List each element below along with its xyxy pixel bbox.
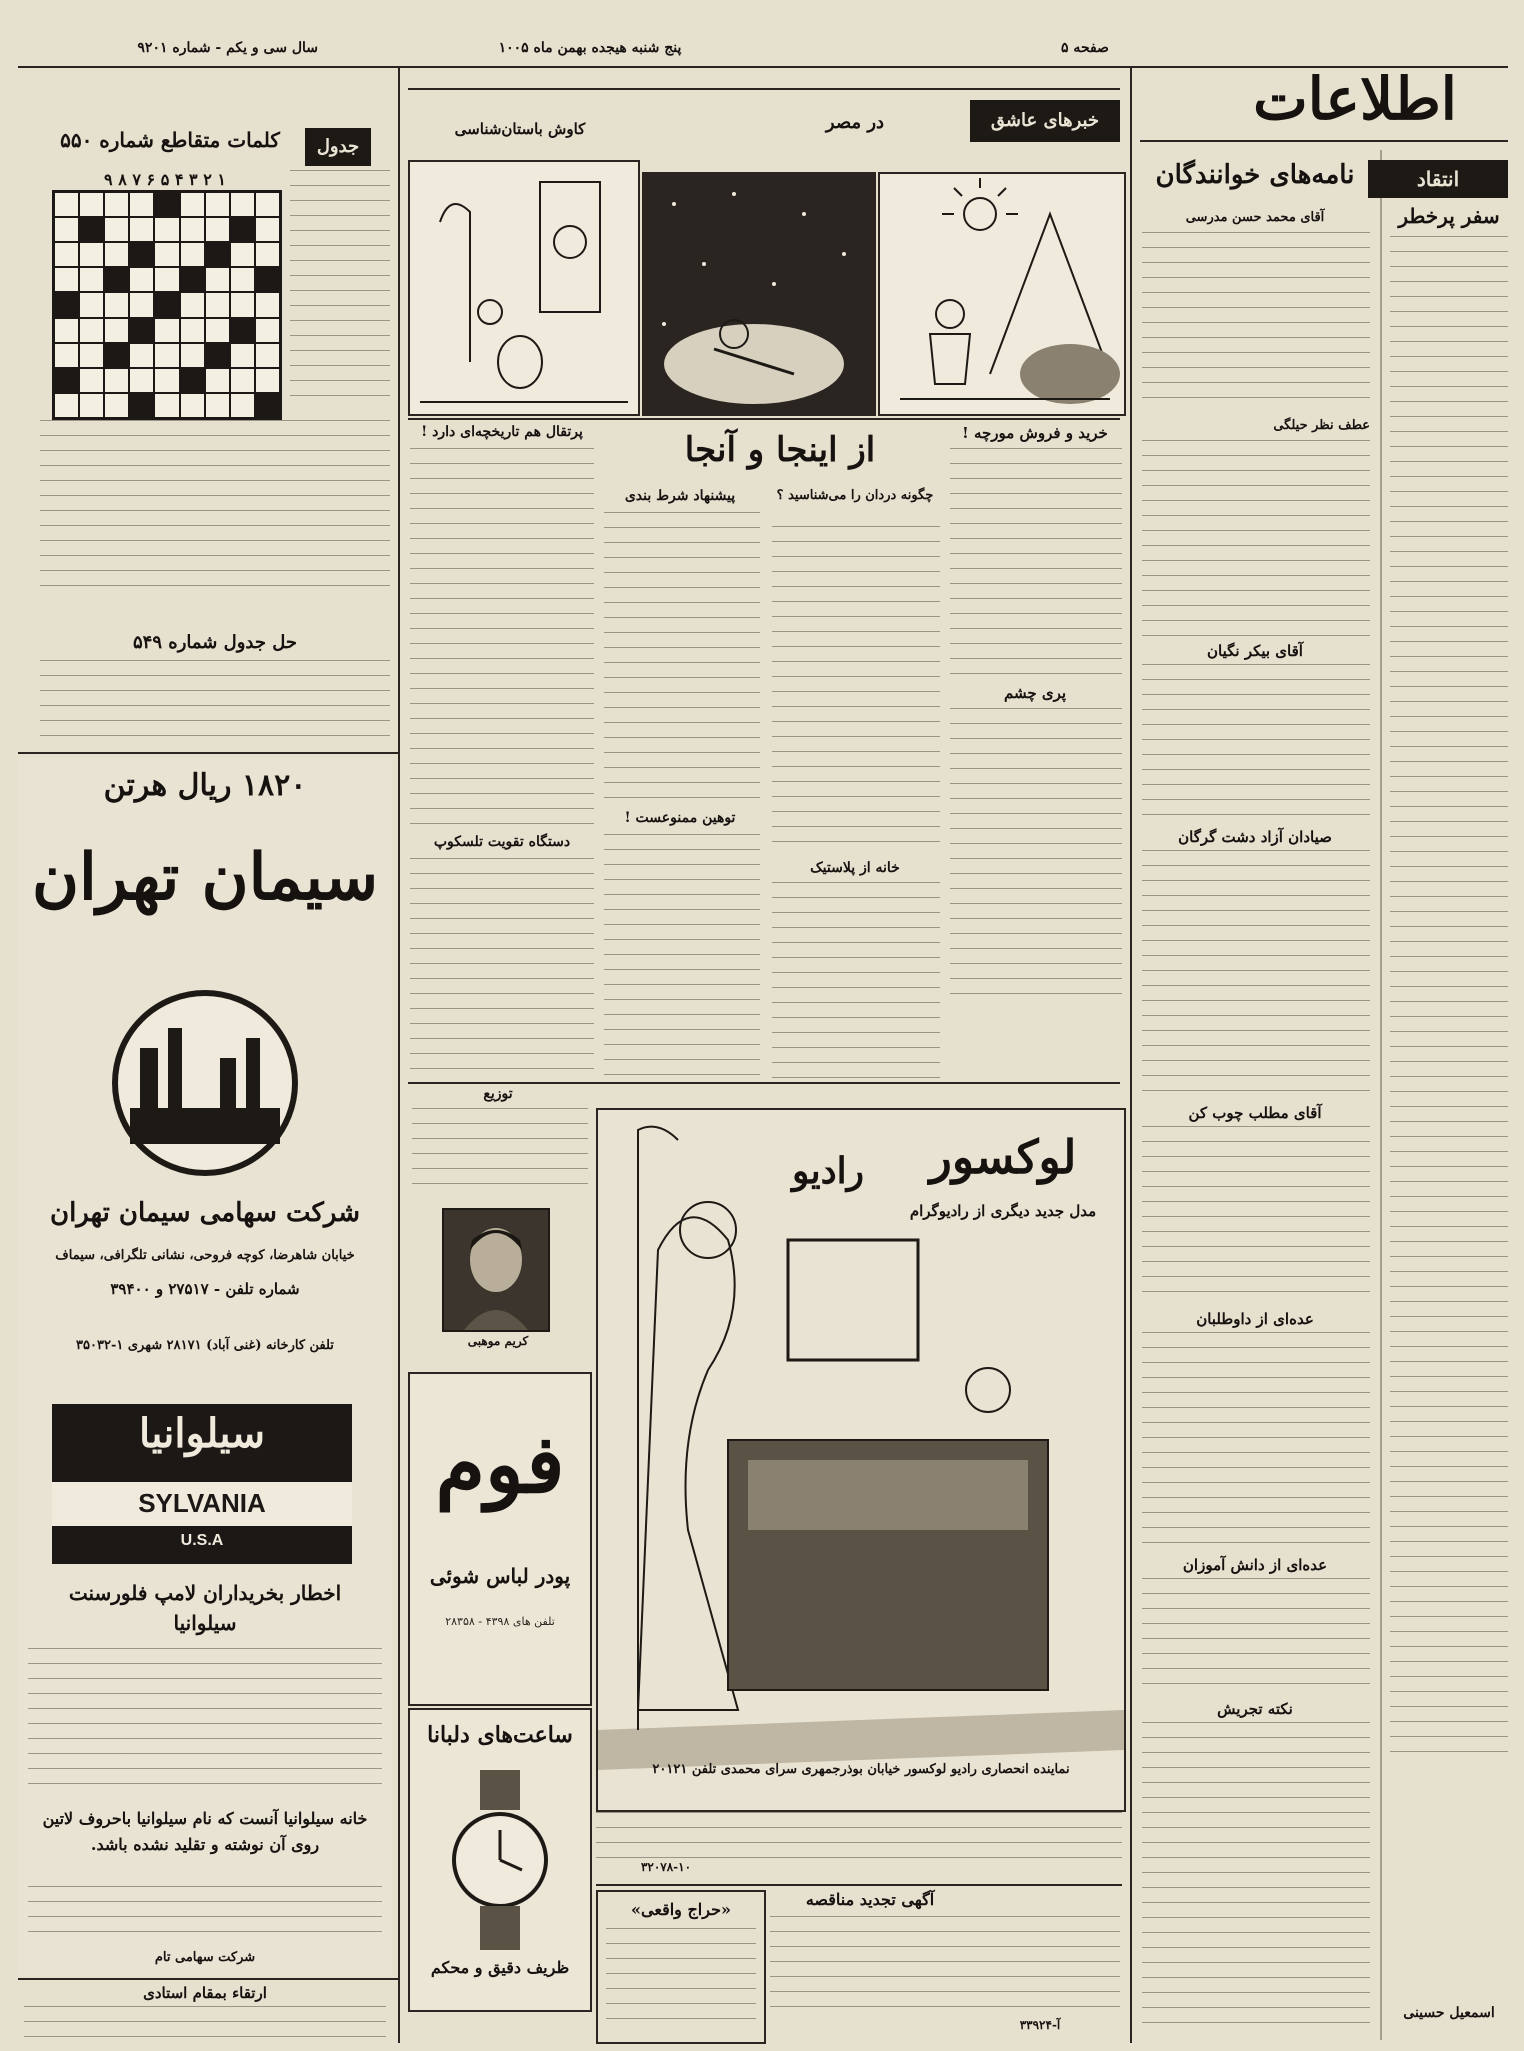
seasonal-headline: پری چشم: [1003, 684, 1067, 702]
crossword-solution-title: حل جدول شماره ۵۴۹: [132, 632, 297, 653]
distribution-text: [412, 1108, 588, 1198]
bet-proposal-text: [604, 512, 760, 802]
issue-number: سال سی و یکم - شماره ۹۲۰۱: [137, 40, 318, 56]
letter-trainee-teachers: عده‌ای از دانش آموزان: [1182, 1556, 1328, 1574]
readers-letters-heading: نامه‌های خوانندگان: [1155, 160, 1355, 190]
portrait-caption: کریم موهبی: [467, 1334, 529, 1348]
cartoon-museum-panel: [408, 160, 640, 416]
orange-history-text: [410, 448, 594, 828]
sylvania-body-text: [28, 1648, 382, 1798]
plastic-house-headline: خانه از پلاستیک: [810, 860, 900, 876]
crossword-numbers: ۹ ۸ ۷ ۶ ۵ ۴ ۳ ۲ ۱: [104, 170, 226, 189]
portrait-photo: [442, 1208, 550, 1332]
letter-mohammad-hasan: آقای محمد حسن مدرسی: [1185, 210, 1325, 225]
letters-text-2: [1142, 440, 1370, 640]
radio-footnote: [596, 1812, 1122, 1858]
sylvania-footer-text: [28, 1886, 382, 1946]
crossword-grid[interactable]: [52, 190, 282, 420]
foam-detergent-ad: [408, 1372, 592, 1706]
bet-proposal-headline: پیشنهاد شرط بندی: [624, 488, 736, 504]
distribution-headline: توزیع: [483, 1086, 513, 1102]
auction-text: [606, 1928, 756, 2028]
in-egypt-heading: در مصر: [825, 112, 885, 133]
crossword-tag: جدول: [305, 128, 371, 166]
telescope-headline: دستگاه تقویت تلسکوپ: [433, 834, 571, 850]
newspaper-title: اطلاعات: [1253, 65, 1457, 133]
foam-phone: تلفن های ۴۳۹۸ - ۲۸۳۵۸: [445, 1615, 555, 1628]
promotion-headline: ارتقاء بمقام استادی: [143, 1984, 267, 2002]
critique-signature: اسمعیل حسینی: [1403, 2005, 1495, 2021]
critique-article-text: [1390, 236, 1508, 1756]
letters-text-8: [1142, 1722, 1370, 2032]
cartoon-desert-panel: [878, 172, 1126, 416]
plastic-house-text: [772, 882, 940, 1082]
promotion-text: [24, 2006, 386, 2046]
radio-notice-code: ۳۲۰۷۸-۱۰: [640, 1860, 692, 1874]
seasonal-article-text: [950, 708, 1122, 1008]
sylvania-ad: [18, 1398, 392, 1976]
sylvania-brand-en: SYLVANIA: [138, 1488, 266, 1518]
letters-text-5: [1142, 1126, 1370, 1306]
letters-text-6: [1142, 1332, 1370, 1552]
crossword-solution-text: [40, 660, 390, 740]
tehran-cement-ad: [18, 758, 392, 1398]
watch-tagline: ظریف دقیق و محکم: [430, 1958, 570, 1977]
page-number: صفحه ۵: [1061, 40, 1109, 56]
sylvania-brand-fa: سیلوانیا: [139, 1410, 265, 1457]
radio-word: رادیو: [791, 1150, 865, 1192]
sylvania-company: شرکت سهامی تام: [154, 1950, 256, 1965]
tender-code: آ-۳۳۹۲۴: [1019, 2018, 1061, 2032]
orange-history-headline: پرتقال هم تاریخچه‌ای دارد !: [421, 424, 583, 440]
letter-good-wood: آقای مطلب چوب کن: [1188, 1104, 1322, 1122]
letter-unemployed: آقای بیکر نگیان: [1207, 642, 1303, 660]
cement-phone: شماره تلفن - ۲۷۵۱۷ و ۳۹۴۰۰: [110, 1280, 300, 1298]
letters-text-4: [1142, 850, 1370, 1100]
auction-box: [596, 1890, 766, 2044]
luxor-radio-ad: [596, 1108, 1126, 1812]
watch-ad: [408, 1708, 592, 2012]
cement-company: شرکت سهامی سیمان تهران: [49, 1198, 361, 1228]
cement-factory-phone: تلفن کارخانه (غنی آباد) ۲۸۱۷۱ شهری ۱-۳۵۰۳۲: [76, 1338, 334, 1353]
letters-text-1: [1142, 232, 1370, 412]
issue-date: پنج شنبه هیجده بهمن ماه ۱۰۰۵: [498, 40, 682, 56]
crossword-clues-across: [290, 170, 390, 410]
sylvania-tagline: خانه سیلوانیا آنست که نام سیلوانیا باحروف لاتین روی آن نوشته و تقلید نشده باشد.: [42, 1809, 368, 1854]
sylvania-usa: U.S.A: [180, 1532, 224, 1549]
cement-logo-text: سیمان تهران: [31, 840, 379, 915]
foam-brand: فوم: [435, 1417, 565, 1511]
toothache-article-text: [772, 526, 940, 856]
critique-tag: انتقاد: [1368, 160, 1508, 198]
insult-forbidden-headline: توهین ممنوعست !: [624, 810, 736, 826]
crossword-title: کلمات متقاطع شماره ۵۵۰: [60, 128, 280, 152]
news-tag: خبرهای عاشق: [970, 100, 1120, 142]
crossword-clues-down: [40, 420, 390, 600]
tender-renewal-headline: آگهی تجدید مناقصه: [805, 1890, 935, 1909]
foam-product: پودر لباس شوئی: [429, 1564, 571, 1588]
ant-article-text: [950, 448, 1122, 678]
archaeology-heading: کاوش باستان‌شناسی: [454, 120, 586, 138]
telescope-text: [410, 858, 594, 1078]
letter-free-hunters: صیادان آزاد دشت گرگان: [1178, 828, 1332, 846]
sylvania-banner: [52, 1404, 352, 1564]
insult-forbidden-text: [604, 834, 760, 1084]
from-here-there-headline: از اینجا و آنجا: [684, 430, 876, 470]
sylvania-logo-strip: [52, 1482, 352, 1526]
watch-brand: ساعت‌های دلبانا: [427, 1722, 573, 1748]
cartoon-night-panel: [642, 172, 876, 416]
letter-volunteers: عده‌ای از داوطلبان: [1196, 1310, 1314, 1328]
cement-price: ۱۸۲۰ ریال هرتن: [103, 768, 307, 803]
radio-agent: نماینده انحصاری رادیو لوکسور خیابان بوذرجمهری سرای محمدی تلفن ۲۰۱۲۱: [652, 1762, 1070, 1777]
toothache-headline: چگونه دردان را می‌شناسید ؟: [776, 488, 934, 503]
ant-selling-headline: خرید و فروش مورچه !: [962, 424, 1108, 442]
radio-model: مدل جدید دیگری از رادیوگرام: [909, 1202, 1097, 1220]
dangerous-trip-headline: سفر پرخطر: [1398, 204, 1500, 228]
letter-kindness: عطف نظر حیلگی: [1273, 418, 1370, 433]
letters-text-7: [1142, 1578, 1370, 1698]
cement-address: خیابان شاهرضا، کوچه فروحی، نشانی تلگرافی، سیماف: [55, 1248, 355, 1263]
letters-text-3: [1142, 664, 1370, 824]
letter-correction: نکته تجریش: [1217, 1700, 1293, 1718]
tender-text: [770, 1916, 1120, 2012]
radio-brand: لوکسور: [929, 1130, 1077, 1184]
sylvania-warning: اخطار بخریداران لامپ فلورسنت سیلوانیا: [68, 1581, 342, 1635]
auction-headline: «حراج واقعی»: [631, 1900, 731, 1919]
